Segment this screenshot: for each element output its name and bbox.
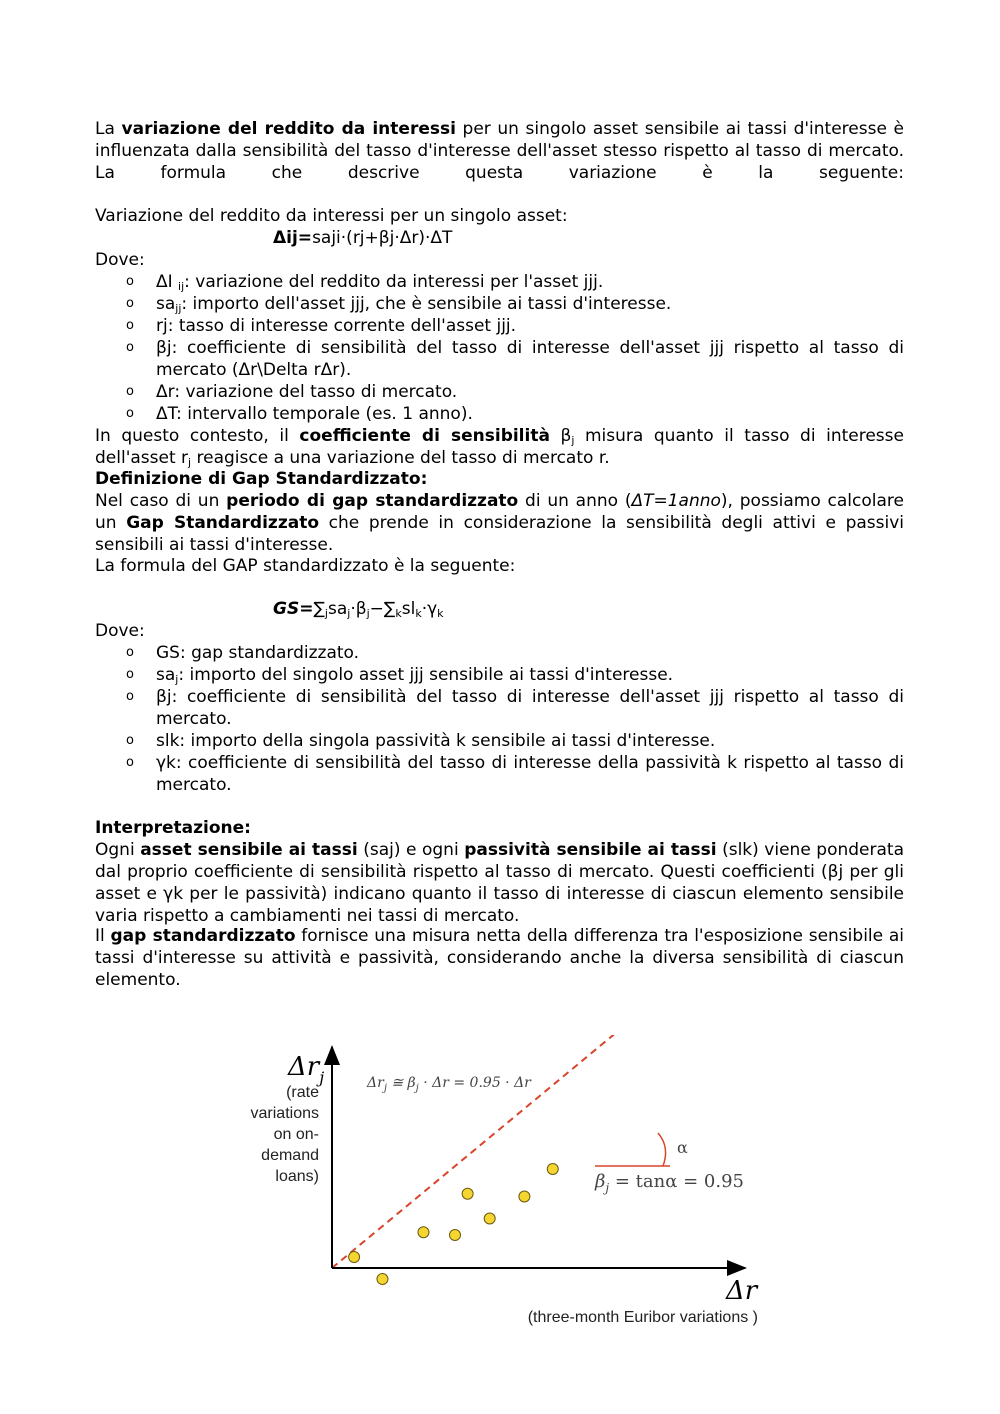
y-axis-description-line: (rate	[286, 1084, 319, 1101]
text: misura quanto il tasso di interesse dell'asset r	[95, 426, 904, 468]
bullet-marker: o	[126, 645, 134, 660]
bullet-marker: o	[126, 406, 134, 421]
bullet-marker: o	[126, 755, 134, 770]
text: La	[95, 119, 122, 139]
sensitivity-scatter-chart	[230, 1035, 790, 1335]
data-point	[519, 1191, 530, 1202]
text: In questo contesto, il	[95, 426, 300, 446]
text: Nel caso di un	[95, 491, 227, 511]
text: (saj) e ogni	[357, 840, 465, 860]
y-axis-description	[251, 1084, 320, 1185]
x-axis-description: (three-month Euribor variations )	[527, 1309, 758, 1326]
data-point	[349, 1252, 360, 1263]
text: Il	[95, 926, 111, 946]
data-point	[377, 1274, 388, 1285]
bullet-marker: o	[126, 318, 134, 333]
subscript: j	[175, 673, 179, 686]
item-text: GS: gap standardizzato.	[156, 643, 360, 663]
text: per un singolo asset sensibile ai tassi d'interesse è influenzata dalla sensibilità del tasso d'interesse dell'asset stesso rispetto al tasso di mercato. La formula che descrive questa variazione è la seguente:	[95, 119, 904, 183]
subscript: k	[415, 607, 422, 620]
bullet-marker: o	[126, 296, 134, 311]
subscript: ij	[178, 280, 185, 293]
dove-label: Dove:	[95, 250, 145, 270]
bullet-marker: o	[126, 667, 134, 682]
interpretation-paragraph	[95, 839, 904, 927]
variable-list-1	[95, 271, 904, 425]
item-text: ΔT: intervallo temporale (es. 1 anno).	[156, 404, 473, 424]
italic-term: ΔT=1anno	[631, 491, 721, 511]
item-text: slk: importo della singola passività k sensibile ai tassi d'interesse.	[156, 731, 716, 751]
subscript: k	[437, 607, 444, 620]
bold-term: Gap Standardizzato	[126, 513, 319, 533]
data-point	[484, 1213, 495, 1224]
item-text: Δr: variazione del tasso di mercato.	[156, 382, 458, 402]
alpha-label: α	[677, 1138, 688, 1157]
item-text: sa	[156, 665, 176, 685]
sensitivity-paragraph	[95, 425, 904, 469]
item-text: βj: coefficiente di sensibilità del tasso di interesse dell'asset jjj rispetto al tasso di mercato (Δr\Delta rΔr).	[156, 338, 904, 380]
text: di un anno (	[518, 491, 632, 511]
list-item	[95, 730, 904, 752]
regression-line	[332, 1035, 673, 1268]
subscript: j	[366, 607, 370, 620]
bold-term: passività sensibile ai tassi	[464, 840, 717, 860]
bold-term: gap standardizzato	[110, 926, 296, 946]
text: sl	[401, 599, 416, 619]
y-axis-description-line: loans)	[275, 1168, 319, 1185]
heading-text: Interpretazione:	[95, 818, 251, 838]
text: ·β	[350, 599, 367, 619]
list-item	[95, 642, 904, 664]
angle-arc	[658, 1133, 666, 1166]
item-text: : variazione del reddito da interessi per l'asset jjj.	[184, 272, 604, 292]
item-text: : importo del singolo asset jjj sensibile ai tassi d'interesse.	[178, 665, 674, 685]
bold-term: asset sensibile ai tassi	[140, 840, 358, 860]
formula-intro: Variazione del reddito da interessi per un singolo asset:	[95, 206, 568, 226]
subscript: j	[571, 434, 575, 447]
y-axis-description-line: on on-	[273, 1126, 319, 1143]
data-point	[418, 1227, 429, 1238]
data-point	[450, 1230, 461, 1241]
data-point	[462, 1188, 473, 1199]
item-text: γk: coefficiente di sensibilità del tasso di interesse della passività k rispetto al tasso di mercato.	[156, 753, 904, 795]
heading-gap	[95, 468, 427, 490]
formula-rhs: saji·(rj+βj·Δr)·ΔT	[312, 228, 453, 248]
bullet-marker: o	[126, 384, 134, 399]
text: β	[549, 426, 572, 446]
beta-equation: $\beta_j = \tan\alpha = 0.95$	[595, 1171, 744, 1195]
bold-term: periodo di gap standardizzato	[226, 491, 519, 511]
y-axis-symbol: $\Delta r_j$	[288, 1052, 325, 1087]
list-item	[95, 337, 904, 381]
bullet-marker: o	[126, 733, 134, 748]
bullet-marker: o	[126, 340, 134, 355]
formula-lhs: GS=	[273, 599, 314, 619]
item-text: βj: coefficiente di sensibilità del tasso di interesse dell'asset jjj rispetto al tasso di mercato.	[156, 687, 904, 729]
text: reagisce a una variazione del tasso di mercato r.	[191, 448, 610, 468]
formula-gs	[273, 598, 444, 620]
subscript: j	[188, 456, 192, 469]
text: fornisce una misura netta della differenza tra l'esposizione sensibile ai tassi d'interesse su attività e passività, considerando anche la diversa sensibilità di ciascun elemento.	[95, 926, 905, 990]
subscript: j	[347, 607, 351, 620]
heading-text: Definizione di Gap Standardizzato:	[95, 469, 428, 489]
list-item	[95, 403, 904, 425]
item-text: rj: tasso di interesse corrente dell'asset jjj.	[156, 316, 517, 336]
list-item	[95, 752, 904, 796]
subscript: j	[324, 607, 328, 620]
text: che prende in considerazione la sensibilità degli attivi e passivi sensibili ai tassi d'interesse.	[95, 513, 905, 555]
text: ), possiamo calcolare un	[95, 491, 904, 533]
bold-term: variazione del reddito da interessi	[121, 119, 456, 139]
dove-label-2: Dove:	[95, 621, 145, 641]
gap-paragraph	[95, 490, 904, 556]
gap-summary-paragraph	[95, 925, 904, 991]
text: sa	[327, 599, 348, 619]
heading-interpretation	[95, 817, 251, 839]
sum-sign: ∑	[313, 599, 325, 619]
list-item	[95, 686, 904, 730]
item-text: sa	[156, 294, 176, 314]
formula-delta-ij	[273, 227, 452, 249]
formula-gap-intro: La formula del GAP standardizzato è la seguente:	[95, 556, 516, 576]
formula-lhs: Δij=	[273, 228, 313, 248]
text: ·γ	[421, 599, 438, 619]
regression-equation: $\Delta r_j$ ≅ $\beta_j \cdot \Delta r = 0.95 \cdot \Delta r$	[367, 1075, 531, 1094]
text: −∑	[369, 599, 396, 619]
list-item	[95, 271, 904, 293]
subscript: k	[395, 607, 402, 620]
list-item	[95, 293, 904, 315]
y-axis-description-line: variations	[250, 1105, 319, 1122]
bold-term: coefficiente di sensibilità	[299, 426, 550, 446]
item-text: : importo dell'asset jjj, che è sensibile ai tassi d'interesse.	[181, 294, 672, 314]
x-axis-symbol: Δr	[726, 1276, 758, 1306]
list-item	[95, 664, 904, 686]
intro-paragraph	[95, 118, 904, 184]
text: (slk) viene ponderata dal proprio coefficiente di sensibilità rispetto al tasso di mercato. Questi coefficienti (βj per gli asset e γk per le passività) indicano quanto il tasso di interesse di ciascun elemento sensibile varia rispetto a cambiamenti nei tassi di mercato.	[95, 840, 905, 926]
item-text: ΔI	[156, 272, 179, 292]
bullet-marker: o	[126, 689, 134, 704]
list-item	[95, 315, 904, 337]
text: Ogni	[95, 840, 141, 860]
subscript: jj	[175, 302, 182, 315]
variable-list-2	[95, 642, 904, 796]
y-axis-description-line: demand	[261, 1147, 319, 1164]
bullet-marker: o	[126, 274, 134, 289]
list-item	[95, 381, 904, 403]
data-point	[547, 1164, 558, 1175]
